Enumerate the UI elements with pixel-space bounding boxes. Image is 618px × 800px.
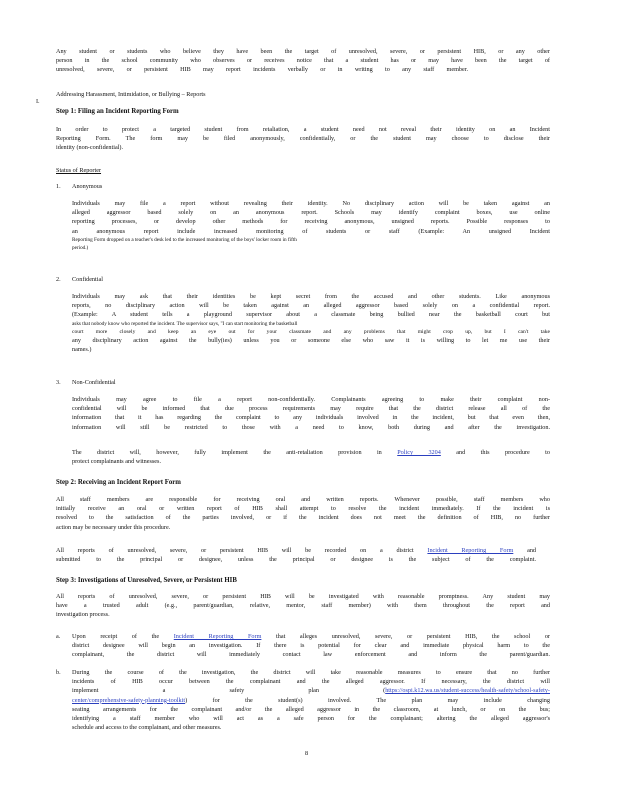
body-line: an anonymous report include increased monitoring of students or staff (Example: An unsigned Incident	[72, 227, 550, 235]
step2-heading	[56, 478, 316, 488]
incident-reporting-form-link[interactable]: Incident Reporting Form	[173, 633, 262, 640]
body-line: Individuals may ask that their identities be kept secret from the accused and other students. Like anonymous	[72, 293, 550, 300]
page-number-text: 8	[305, 750, 309, 757]
item-number: 2.	[56, 276, 61, 283]
body-line: action may be necessary under this procedure.	[56, 523, 171, 531]
incident-reporting-form-link[interactable]: Incident Reporting Form	[427, 547, 514, 554]
body-line: reports, no disciplinary action will be taken against an alleged aggressor based solely on a confidential report.	[72, 302, 550, 310]
step1-heading-text: Step 1: Filing an Incident Reporting Form	[56, 108, 179, 115]
text-run: All reports of unresolved, severe, or persistent HIB will be recorded on a district	[56, 547, 428, 554]
status-label-text: Status of Reporter	[56, 167, 102, 174]
body-line-small: Reporting Form dropped on a teacher's desk led to the increased monitoring of the boys' locker room in fifth	[72, 236, 297, 243]
body-line: All reports of unresolved, severe, or persistent HIB will be investigated with reasonable promptness. Any student may	[56, 593, 550, 600]
body-line: Individuals may file a report without revealing their identity. No disciplinary action will be taken against an	[72, 200, 550, 207]
item-title-non-confidential	[72, 378, 116, 387]
item-title-anonymous	[72, 182, 102, 191]
intro-line: Any student or students who believe they have been the target of unresolved, severe, or persistent HIB, or any other	[56, 48, 550, 55]
step1-heading	[56, 107, 276, 117]
item-marker: b.	[56, 669, 61, 676]
intro-paragraph	[56, 47, 550, 75]
body-line: (Example: A student tells a playground supervisor about a classmate being bullied near the basketball court but	[72, 311, 550, 319]
body-line: seating arrangements for the complainant and/or the alleged aggressor in the classroom, at lunch, or on the bus;	[72, 705, 550, 713]
body-line: information will still be restricted to those with a need to know, both during and after the investigation.	[72, 423, 550, 431]
body-line	[56, 546, 536, 555]
item-non-confidential-body	[72, 395, 550, 432]
intro-line: unresolved, severe, or persistent HIB may report incidents verbally or in writing to any staff member.	[56, 66, 468, 74]
text-run: and this procedure to	[440, 449, 550, 456]
body-line-small: asks that nobody know who reported the incident. The supervisor says, "I can start monitoring the basketball	[72, 320, 298, 327]
item-title-confidential	[72, 275, 103, 284]
policy-3204-link[interactable]: Policy 3204	[397, 449, 441, 456]
step2-paragraph	[56, 495, 550, 532]
text-run: The district will, however, fully implement the anti-retaliation provision in	[72, 449, 398, 456]
step1-line: Reporting Form. The form may be filed anonymously, confidentially, or the student may choose to disclose their	[56, 135, 550, 143]
page-number	[305, 749, 308, 758]
body-line: protect complainants and witnesses.	[72, 458, 162, 466]
body-line: initially receive an oral or written report of HIB shall attempt to resolve the incident immediately. If the incident is	[56, 505, 550, 513]
body-line: investigation process.	[56, 611, 110, 619]
body-line: district designee will begin an investigation. If there is potential for clear and immediate physical harm to the	[72, 642, 550, 650]
body-line: confidential will be informed that due process requirements may require that the district release all of the	[72, 405, 550, 413]
body-line-small: court more closely and keep an eye out for your classmate and any problems that might crop up, but I can't take	[72, 328, 550, 335]
step2-heading-text: Step 2: Receiving an Incident Report Form	[56, 479, 181, 486]
step3-paragraph	[56, 592, 550, 620]
step3-item-a	[72, 632, 550, 660]
body-line: information that it has regarding the complaint to any individuals involved in the incident, but that even then,	[72, 414, 550, 422]
body-line: submitted to the principal or designee, unless the principal or designee is the subject of the complaint.	[56, 556, 536, 564]
item-title: Non-Confidential	[72, 379, 116, 386]
body-line: All staff members are responsible for receiving oral and written reports. Whenever possible, staff members who	[56, 496, 550, 503]
step1-line: identity (non-confidential).	[56, 144, 124, 152]
body-line	[72, 632, 550, 641]
section-title: Addressing Harassment, Intimidation, or Bullying – Reports	[56, 91, 206, 98]
item-marker: a.	[56, 633, 61, 640]
section-heading	[36, 90, 336, 108]
body-line: resolved to the satisfaction of the parties involved, or if the incident does not meet the definition of HIB, no further	[56, 514, 550, 522]
body-line: complainant, the district will immediately contact law enforcement and inform the parent/guardian.	[72, 651, 550, 659]
item-confidential-body	[72, 292, 550, 355]
text-run: and	[513, 547, 537, 554]
text-run: Upon receipt of the	[72, 633, 174, 640]
item-number: 1.	[56, 183, 61, 190]
body-line: alleged aggressor based solely on an anonymous report. Schools may identify complaint boxes, use online	[72, 209, 550, 217]
step3-heading-text: Step 3: Investigations of Unresolved, Severe, or Persistent HIB	[56, 577, 237, 584]
safety-plan-link-continued[interactable]: center/comprehensive-safety-planning-toolkit	[72, 696, 186, 704]
body-line: reporting processes, or develop other methods for receiving anonymous, unsigned reports. Possible responses to	[72, 218, 550, 226]
item-number: 3.	[56, 379, 61, 386]
body-line: Individuals may agree to file a report non-confidentially. Complainants agreeing to make their complaint non-	[72, 396, 550, 403]
anti-retaliation-paragraph	[72, 448, 550, 466]
body-line: schedule and access to the complainant, and other measures.	[72, 724, 222, 732]
status-of-reporter-label	[56, 166, 101, 175]
item-title: Confidential	[72, 276, 103, 283]
text-run: ) for the student(s) involved. The plan may include changing	[185, 696, 550, 704]
step3-heading	[56, 576, 376, 586]
body-line: identifying a staff member who will act as a safe person for the complainant; altering the alleged aggressor's	[72, 715, 550, 723]
body-line	[72, 696, 550, 705]
section-marker: I.	[36, 98, 40, 105]
body-line: incidents of HIB occur between the complainant and the alleged aggressor. If necessary, the district will	[72, 678, 550, 686]
body-line: During the course of the investigation, the district will take reasonable measures to ensure that no further	[72, 669, 550, 676]
body-line	[72, 448, 550, 457]
intro-line: person in the school community who observes or receives notice that a student has or may have been the target of	[56, 57, 550, 65]
body-line: have a trusted adult (e.g., parent/guardian, relative, mentor, staff member) with them throughout the report and	[56, 602, 550, 610]
body-line: names.)	[72, 346, 92, 354]
safety-plan-link[interactable]: https://ospi.k12.wa.us/student-success/health-safety/school-safety-	[385, 687, 550, 695]
text-run: implement a safety plan (	[72, 687, 386, 695]
item-title: Anonymous	[72, 183, 103, 190]
body-line: any disciplinary action against the bully(ies) unless you or someone else who saw it is willing to let me use their	[72, 337, 550, 345]
text-run: that alleges unresolved, severe, or persistent HIB, the school or	[261, 633, 550, 640]
item-anonymous-body	[72, 199, 550, 252]
body-line	[72, 686, 550, 695]
step1-line: In order to protect a targeted student from retaliation, a student need not reveal their identity on an Incident	[56, 126, 550, 133]
step3-item-b	[72, 668, 550, 732]
step2-paragraph-2	[56, 546, 536, 564]
body-line-small: period.)	[72, 244, 89, 251]
step1-paragraph	[56, 125, 550, 153]
